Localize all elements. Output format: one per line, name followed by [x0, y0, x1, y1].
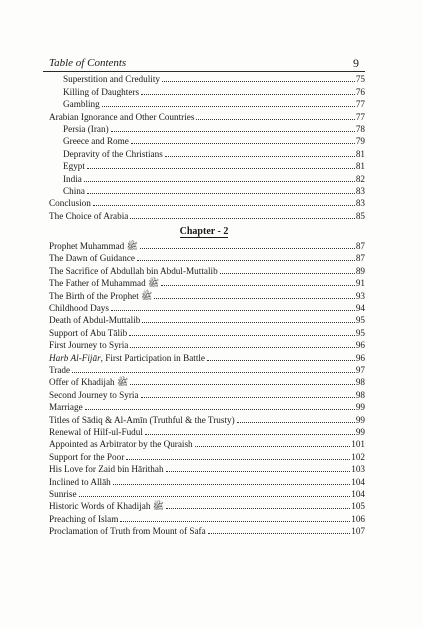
toc-entry: [43, 339, 365, 351]
dot-leader: [131, 142, 355, 144]
toc-entry-title: India: [63, 173, 82, 184]
toc-entry: [43, 110, 365, 122]
toc-entry-page: 79: [355, 136, 365, 147]
dot-leader: [85, 408, 355, 410]
toc-entry: [43, 277, 365, 289]
toc-entry: [43, 351, 365, 363]
toc-entry: [43, 147, 365, 159]
toc-entry: [43, 160, 365, 172]
toc-entry-title: Egypt: [63, 161, 85, 172]
dot-leader: [195, 445, 351, 447]
toc-entry-page: 82: [355, 173, 365, 184]
toc-entry-title: Prophet Muhammad ﷺ: [49, 241, 138, 252]
toc-entry-title: The Sacrifice of Abdullah bin Abdul-Muttalib: [49, 265, 218, 276]
toc-entry: [43, 388, 365, 400]
toc-entry-page: 99: [355, 414, 365, 425]
toc-entry-page: 97: [355, 364, 365, 375]
toc-entry: [43, 450, 365, 462]
toc-entry-page: 87: [355, 253, 365, 264]
dot-leader: [145, 433, 355, 435]
toc-entry-page: 81: [355, 148, 365, 159]
toc-entry: [43, 314, 365, 326]
toc-entry-title: Gambling: [63, 99, 100, 110]
toc-entry: [43, 209, 365, 221]
toc-entry: [43, 463, 365, 475]
toc-entry-page: 106: [351, 513, 365, 524]
toc-entry-title: His Love for Zaid bin Hārithah: [49, 464, 164, 475]
toc-entry: [43, 500, 365, 512]
toc-entry: [43, 264, 365, 276]
toc-entry-page: 75: [355, 74, 365, 85]
toc-entry-page: 77: [355, 111, 365, 122]
toc-entry-title: Preaching of Islam: [49, 513, 119, 524]
toc-entry: [43, 475, 365, 487]
toc-entry-title: Sunrise: [49, 488, 77, 499]
page-number: 9: [353, 56, 359, 70]
chapter-heading-text: Chapter - 2: [179, 225, 229, 237]
toc-entry: [43, 413, 365, 425]
running-title: Table of Contents: [49, 57, 127, 69]
chapter-heading: [43, 226, 365, 240]
dot-leader: [141, 396, 355, 398]
toc-entry-title: Superstition and Credulity: [63, 74, 160, 85]
toc-entry-page: 104: [351, 488, 365, 499]
toc-entry: [43, 364, 365, 376]
toc-entry-title: First Journey to Syria: [49, 340, 129, 351]
toc-entry-page: 78: [355, 123, 365, 134]
toc-entry: [43, 240, 365, 252]
toc-entry-title: Offer of Khadijah ﷺ: [49, 377, 129, 388]
toc-entry: [43, 438, 365, 450]
toc-entry-title: The Choice of Arabia: [49, 210, 129, 221]
dot-leader: [196, 118, 354, 120]
toc-entry-title: China: [63, 185, 85, 196]
toc-entry-page: 76: [355, 86, 365, 97]
toc-entry-title: Death of Abdul-Muttalib: [49, 315, 141, 326]
toc-entry: [43, 135, 365, 147]
toc-entry-page: 95: [355, 327, 365, 338]
dot-leader: [166, 470, 351, 472]
dot-leader: [137, 259, 355, 261]
toc-entry-title: Second Journey to Syria: [49, 389, 139, 400]
toc-entry-page: 91: [355, 278, 365, 289]
toc-entry-title: Appointed as Arbitrator by the Quraish: [49, 439, 193, 450]
toc-entry-page: 105: [351, 501, 365, 512]
toc-entry-title-italic: Harb Al-Fijār: [49, 352, 101, 363]
toc-entry-page: 99: [355, 426, 365, 437]
toc-entry: [43, 525, 365, 537]
dot-leader: [126, 458, 350, 460]
toc-entry-title: Persia (Iran): [63, 123, 109, 134]
dot-leader: [162, 80, 355, 82]
toc-entry-page: 102: [351, 451, 365, 462]
dot-leader: [130, 217, 354, 219]
dot-leader: [113, 483, 350, 485]
toc-entry: [43, 85, 365, 97]
toc-entry-page: 89: [355, 265, 365, 276]
toc-entry-page: 99: [355, 402, 365, 413]
toc-entry-page: 95: [355, 315, 365, 326]
dot-leader: [207, 359, 355, 361]
toc-entry-page: 83: [355, 185, 365, 196]
toc-entry: [43, 512, 365, 524]
dot-leader: [165, 155, 355, 157]
toc-entry: [43, 252, 365, 264]
dot-leader: [141, 93, 355, 95]
toc-entry-page: 87: [355, 241, 365, 252]
toc-entry: [43, 73, 365, 85]
toc-section-2: [43, 240, 365, 537]
toc-entry-page: 107: [351, 526, 365, 537]
toc-entry-title: Conclusion: [49, 198, 91, 209]
toc-entry-title: Renewal of Hilf-ul-Fudul: [49, 426, 143, 437]
dot-leader: [130, 346, 354, 348]
toc-entry-page: 83: [355, 198, 365, 209]
toc-entry: [43, 401, 365, 413]
toc-entry-title: The Birth of the Prophet ﷺ: [49, 290, 153, 301]
toc-entry-page: 98: [355, 389, 365, 400]
dot-leader: [87, 192, 355, 194]
toc-entry-page: 96: [355, 352, 365, 363]
toc-entry: [43, 326, 365, 338]
dot-leader: [84, 180, 355, 182]
dot-leader: [140, 247, 355, 249]
toc-entry-title: Proclamation of Truth from Mount of Safa: [49, 526, 206, 537]
toc-entry-title: Marriage: [49, 402, 83, 413]
dot-leader: [72, 371, 355, 373]
toc-section-1: [43, 73, 365, 222]
toc-entry: [43, 185, 365, 197]
dot-leader: [120, 520, 350, 522]
toc-entry-page: 81: [355, 161, 365, 172]
toc-entry-title: Trade: [49, 364, 71, 375]
dot-leader: [237, 421, 355, 423]
toc-entry: [43, 376, 365, 388]
toc-entry: [43, 172, 365, 184]
toc-entry-title: Childhood Days: [49, 303, 109, 314]
toc-entry-title: Inclined to Allāh: [49, 476, 111, 487]
toc-entry-title: Greece and Rome: [63, 136, 129, 147]
toc-entry-page: 93: [355, 290, 365, 301]
dot-leader: [129, 334, 355, 336]
toc-entry-title-rest: , First Participation in Battle: [100, 352, 206, 363]
toc-entry-title: Arabian Ignorance and Other Countries: [49, 111, 195, 122]
toc-entry-page: 94: [355, 303, 365, 314]
toc-entry: [43, 302, 365, 314]
dot-leader: [208, 532, 351, 534]
toc-entry-title: Support of Abu Tālib: [49, 327, 128, 338]
dot-leader: [79, 495, 351, 497]
toc-entry-title: The Dawn of Guidance: [49, 253, 135, 264]
toc-entry-title: Killing of Daughters: [63, 86, 140, 97]
toc-entry-page: 103: [351, 464, 365, 475]
dot-leader: [102, 105, 355, 107]
toc-entry-title: The Father of Muhammad ﷺ: [49, 278, 160, 289]
toc-entry: [43, 123, 365, 135]
toc-entry-title: Historic Words of Khadijah ﷺ: [49, 501, 164, 512]
toc-entry-page: 85: [355, 210, 365, 221]
dot-leader: [142, 321, 354, 323]
toc-entry: [43, 98, 365, 110]
dot-leader: [93, 204, 355, 206]
dot-leader: [166, 507, 350, 509]
toc-entry-page: 77: [355, 99, 365, 110]
toc-entry-title: Support for the Poor: [49, 451, 125, 462]
dot-leader: [161, 284, 355, 286]
toc-entry-page: 98: [355, 377, 365, 388]
toc-entry: [43, 426, 365, 438]
toc-entry-page: 96: [355, 340, 365, 351]
dot-leader: [111, 130, 355, 132]
toc-entry-page: 101: [351, 439, 365, 450]
dot-leader: [111, 309, 355, 311]
dot-leader: [87, 167, 355, 169]
toc-entry: [43, 289, 365, 301]
toc-entry: [43, 488, 365, 500]
table-of-contents: [43, 73, 365, 537]
dot-leader: [154, 297, 355, 299]
dot-leader: [220, 272, 355, 274]
toc-entry-title: Depravity of the Christians: [63, 148, 163, 159]
toc-entry: [43, 197, 365, 209]
toc-entry-title: [49, 352, 205, 364]
dot-leader: [130, 383, 355, 385]
toc-entry-page: 104: [351, 476, 365, 487]
page-header: [43, 57, 365, 72]
toc-entry-title: Titles of Sādiq & Al-Amīn (Truthful & the Trusty): [49, 414, 235, 425]
